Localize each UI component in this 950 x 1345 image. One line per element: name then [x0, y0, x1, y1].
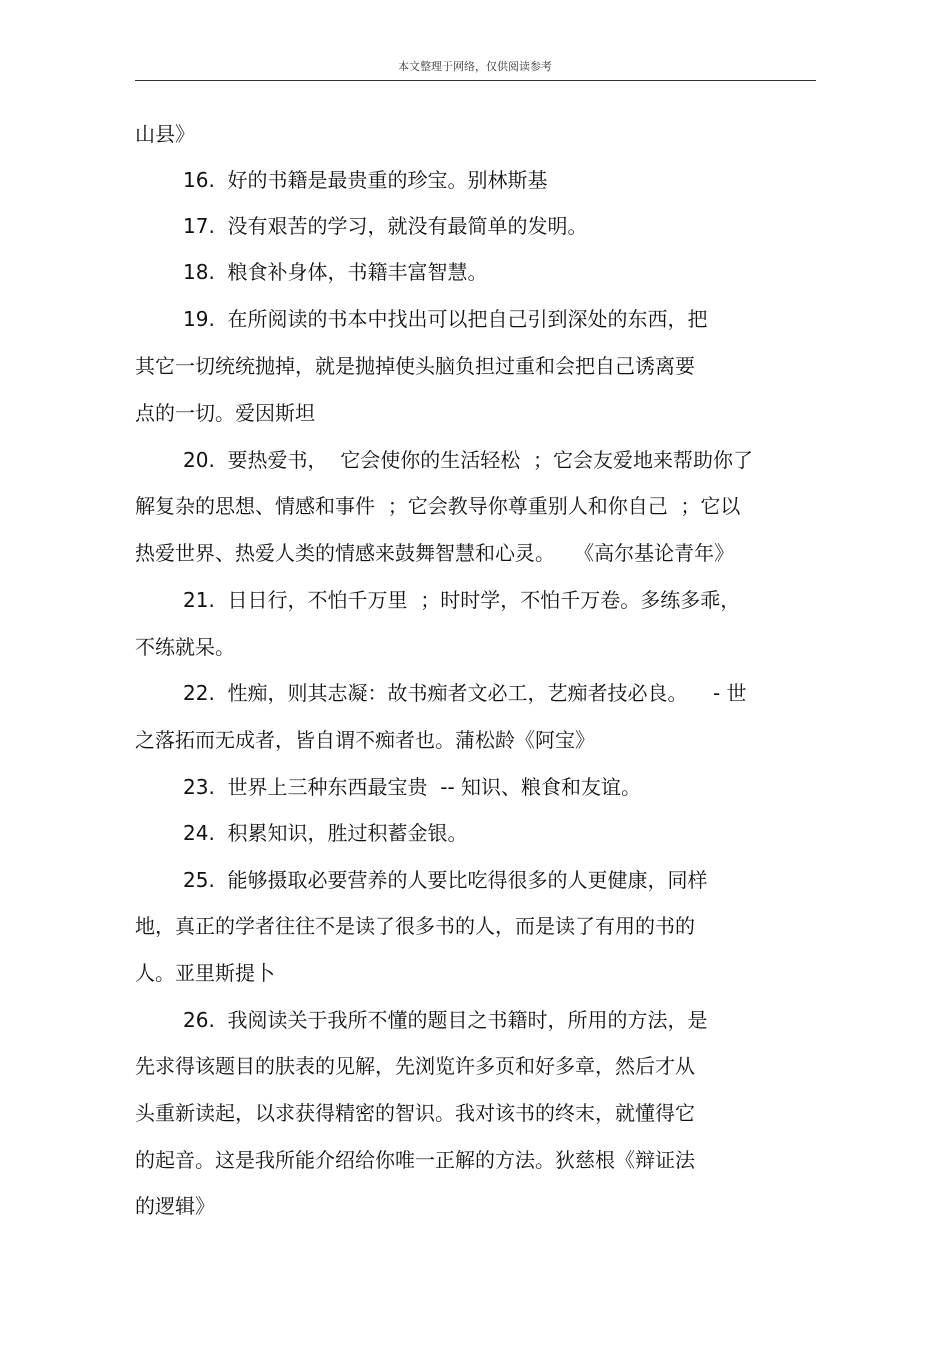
- text-line: 26. 我阅读关于我所不懂的题目之书籍时，所用的方法，是: [183, 1008, 708, 1032]
- text-line: 的逻辑》: [135, 1194, 215, 1218]
- text-line: 之落拓而无成者，皆自谓不痴者也。蒲松龄《阿宝》: [135, 728, 595, 752]
- text-line: 其它一切统统抛掉，就是抛掉使头脑负担过重和会把自己诱离要: [135, 354, 695, 378]
- text-line: 22. 性痴，则其志凝：故书痴者文必工，艺痴者技必良。 - 世: [183, 681, 747, 705]
- text-line: 21. 日日行，不怕千万里 ；时时学，不怕千万卷。多练多乖，: [183, 588, 741, 612]
- text-line: 16. 好的书籍是最贵重的珍宝。别林斯基: [183, 168, 548, 192]
- text-line: 头重新读起，以求获得精密的智识。我对该书的终末，就懂得它: [135, 1101, 695, 1125]
- text-line: 人。亚里斯提卜: [135, 961, 275, 985]
- text-line: 25. 能够摄取必要营养的人要比吃得很多的人更健康，同样: [183, 868, 708, 892]
- page-header: 本文整理于网络，仅供阅读参考: [398, 60, 552, 73]
- text-line: 的起音。这是我所能介绍给你唯一正解的方法。狄慈根《辩证法: [135, 1148, 695, 1172]
- text-line: 解复杂的思想、情感和事件 ；它会教导你尊重别人和你自己 ；它以: [135, 494, 741, 518]
- header-rule: [135, 80, 816, 81]
- text-line: 24. 积累知识，胜过积蓄金银。: [183, 821, 468, 845]
- text-line: 23. 世界上三种东西最宝贵 -- 知识、粮食和友谊。: [183, 775, 642, 799]
- text-line: 点的一切。爱因斯坦: [135, 401, 315, 425]
- text-line: 17. 没有艰苦的学习，就没有最简单的发明。: [183, 214, 588, 238]
- text-line: 热爱世界、热爱人类的情感来鼓舞智慧和心灵。 《高尔基论青年》: [135, 541, 735, 565]
- text-line: 18. 粮食补身体，书籍丰富智慧。: [183, 260, 488, 284]
- text-line: 20. 要热爱书， 它会使你的生活轻松 ；它会友爱地来帮助你了: [183, 448, 753, 472]
- text-line: 先求得该题目的肤表的见解，先浏览许多页和好多章，然后才从: [135, 1054, 695, 1078]
- text-line: 山县》: [135, 122, 195, 146]
- text-line: 地，真正的学者往往不是读了很多书的人，而是读了有用的书的: [135, 914, 695, 938]
- text-line: 不练就呆。: [135, 635, 235, 659]
- text-line: 19. 在所阅读的书本中找出可以把自己引到深处的东西，把: [183, 307, 708, 331]
